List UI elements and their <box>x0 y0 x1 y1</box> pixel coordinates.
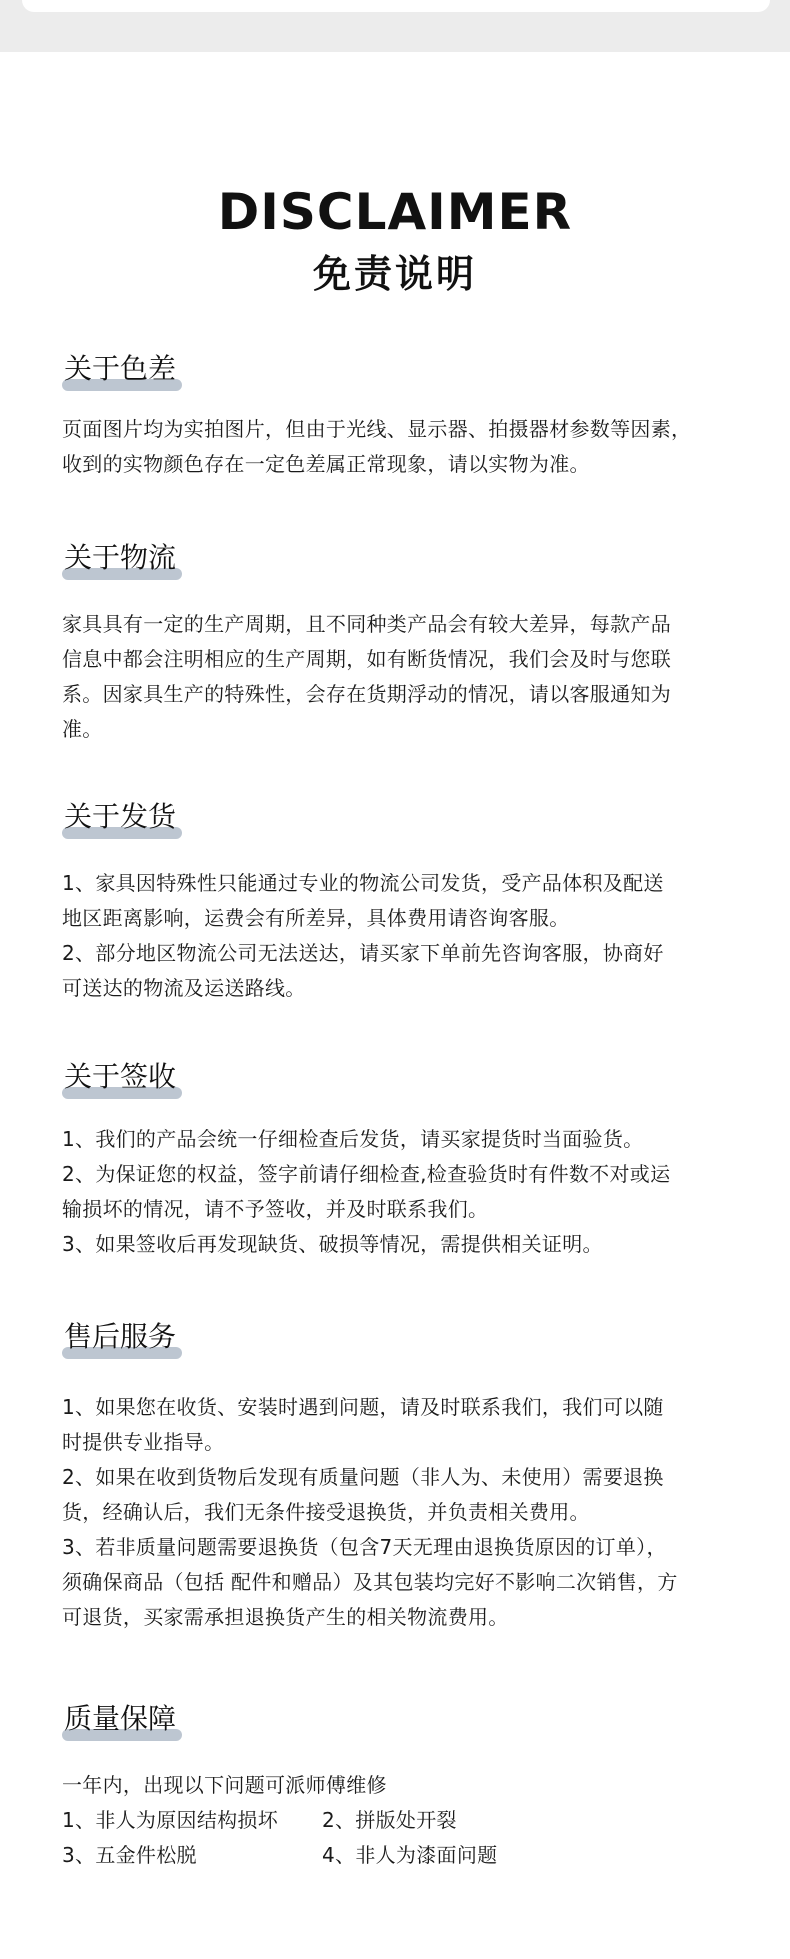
text-line: 2、部分地区物流公司无法送达，请买家下单前先咨询客服，协商好 <box>62 941 664 965</box>
section-body <box>62 607 742 747</box>
text-line: 2、为保证您的权益，签字前请仔细检查,检查验货时有件数不对或运 <box>62 1162 671 1186</box>
section-title: 关于发货 <box>62 798 178 836</box>
text-line: 2、如果在收到货物后发现有质量问题（非人为、未使用）需要退换 <box>62 1465 664 1489</box>
section-title: 售后服务 <box>62 1318 178 1356</box>
section-quality-guarantee <box>62 1700 742 1873</box>
section-title: 关于色差 <box>62 350 178 388</box>
text-line: 信息中都会注明相应的生产周期，如有断货情况，我们会及时与您联 <box>62 647 671 671</box>
text-line: 收到的实物颜色存在一定色差属正常现象，请以实物为准。 <box>62 452 590 476</box>
list-row <box>62 1803 742 1838</box>
list-item: 3、五金件松脱 <box>62 1843 197 1867</box>
list-row <box>62 1838 742 1873</box>
hero-title-zh: 免责说明 <box>312 252 477 296</box>
section-after-sales <box>62 1318 742 1635</box>
section-shipping <box>62 798 742 1006</box>
text-line: 3、如果签收后再发现缺货、破损等情况，需提供相关证明。 <box>62 1232 603 1256</box>
section-title: 关于物流 <box>62 539 178 577</box>
text-line: 时提供专业指导。 <box>62 1430 225 1454</box>
section-body <box>62 412 742 482</box>
text-line: 3、若非质量问题需要退换货（包含7天无理由退换货原因的订单）， <box>62 1535 667 1559</box>
text-line: 页面图片均为实拍图片，但由于光线、显示器、拍摄器材参数等因素， <box>62 417 692 441</box>
text-line: 输损坏的情况，请不予签收，并及时联系我们。 <box>62 1197 489 1221</box>
list-item: 1、非人为原因结构损坏 <box>62 1808 279 1832</box>
section-body <box>62 1768 742 1873</box>
text-line: 1、家具因特殊性只能通过专业的物流公司发货，受产品体积及配送 <box>62 871 664 895</box>
text-line: 须确保商品（包括 配件和赠品）及其包装均完好不影响二次销售，方 <box>62 1570 678 1594</box>
section-body <box>62 866 742 1006</box>
text-line: 1、如果您在收货、安装时遇到问题，请及时联系我们，我们可以随 <box>62 1395 664 1419</box>
section-logistics <box>62 539 742 747</box>
section-color-difference <box>62 350 742 482</box>
top-band <box>0 0 790 52</box>
section-body <box>62 1390 742 1635</box>
list-item: 2、拼版处开裂 <box>322 1808 457 1832</box>
top-card-edge <box>22 0 770 12</box>
text-line: 可送达的物流及运送路线。 <box>62 976 306 1000</box>
text-line: 1、我们的产品会统一仔细检查后发货，请买家提货时当面验货。 <box>62 1127 644 1151</box>
section-receipt <box>62 1058 742 1262</box>
hero-title-en: DISCLAIMER <box>217 183 573 241</box>
text-line: 系。因家具生产的特殊性，会存在货期浮动的情况，请以客服通知为 <box>62 682 671 706</box>
text-line: 地区距离影响，运费会有所差异，具体费用请咨询客服。 <box>62 906 570 930</box>
list-item: 4、非人为漆面问题 <box>322 1843 498 1867</box>
text-line: 家具具有一定的生产周期，且不同种类产品会有较大差异，每款产品 <box>62 612 671 636</box>
section-title: 质量保障 <box>62 1700 178 1738</box>
hero-heading <box>0 182 790 300</box>
text-line: 准。 <box>62 717 103 741</box>
text-line: 可退货，买家需承担退换货产生的相关物流费用。 <box>62 1605 509 1629</box>
text-line: 一年内，出现以下问题可派师傅维修 <box>62 1773 387 1797</box>
section-title: 关于签收 <box>62 1058 178 1096</box>
text-line: 货，经确认后，我们无条件接受退换货，并负责相关费用。 <box>62 1500 590 1524</box>
section-body <box>62 1122 742 1262</box>
